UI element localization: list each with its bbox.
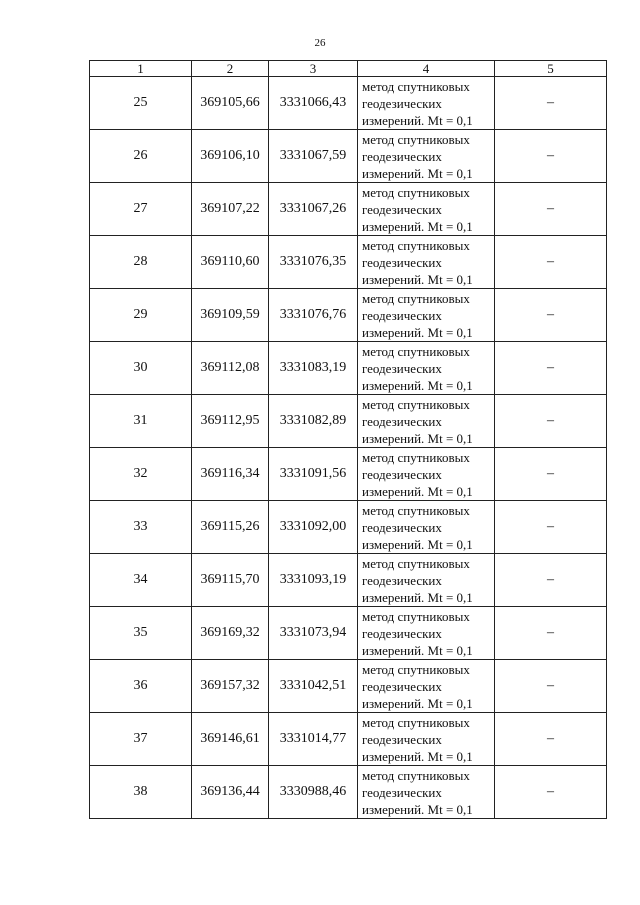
coordinates-table (89, 60, 607, 819)
note-cell: – (495, 660, 607, 713)
method-cell (358, 554, 495, 607)
header-col-5: 5 (495, 61, 607, 77)
note-cell: – (495, 766, 607, 819)
note-cell: – (495, 183, 607, 236)
note-cell: – (495, 289, 607, 342)
point-number-cell: 36 (90, 660, 192, 713)
method-line: метод спутниковых (362, 290, 470, 306)
method-cell (358, 130, 495, 183)
page-number: 26 (314, 37, 326, 49)
method-line: измерений. Mt = 0,1 (362, 536, 473, 552)
point-number-cell: 33 (90, 501, 192, 554)
header-col-1: 1 (90, 61, 192, 77)
method-line: геодезических (362, 731, 442, 747)
method-cell (358, 713, 495, 766)
method-line: геодезических (362, 413, 442, 429)
method-line: метод спутниковых (362, 78, 470, 94)
y-coordinate-cell: 3330988,46 (269, 766, 358, 819)
method-line: геодезических (362, 625, 442, 641)
method-line: метод спутниковых (362, 714, 470, 730)
method-line: геодезических (362, 678, 442, 694)
method-line: геодезических (362, 95, 442, 111)
point-number-cell: 37 (90, 713, 192, 766)
table-row (90, 289, 607, 342)
method-line: измерений. Mt = 0,1 (362, 748, 473, 764)
table-row (90, 766, 607, 819)
y-coordinate-cell: 3331092,00 (269, 501, 358, 554)
y-coordinate-cell: 3331014,77 (269, 713, 358, 766)
method-line: измерений. Mt = 0,1 (362, 271, 473, 287)
point-number-cell: 30 (90, 342, 192, 395)
method-cell (358, 395, 495, 448)
point-number-cell: 26 (90, 130, 192, 183)
method-line: измерений. Mt = 0,1 (362, 377, 473, 393)
note-cell: – (495, 395, 607, 448)
method-cell (358, 607, 495, 660)
method-line: геодезических (362, 307, 442, 323)
y-coordinate-cell: 3331067,26 (269, 183, 358, 236)
method-line: метод спутниковых (362, 661, 470, 677)
x-coordinate-cell: 369112,95 (192, 395, 269, 448)
note-cell: – (495, 448, 607, 501)
x-coordinate-cell: 369116,34 (192, 448, 269, 501)
method-line: метод спутниковых (362, 343, 470, 359)
method-line: измерений. Mt = 0,1 (362, 430, 473, 446)
method-line: метод спутниковых (362, 131, 470, 147)
method-line: геодезических (362, 519, 442, 535)
method-line: измерений. Mt = 0,1 (362, 695, 473, 711)
table-row (90, 77, 607, 130)
table-body (90, 77, 607, 819)
method-line: метод спутниковых (362, 767, 470, 783)
table-row (90, 501, 607, 554)
x-coordinate-cell: 369157,32 (192, 660, 269, 713)
x-coordinate-cell: 369107,22 (192, 183, 269, 236)
method-line: измерений. Mt = 0,1 (362, 642, 473, 658)
header-col-2: 2 (192, 61, 269, 77)
note-cell: – (495, 713, 607, 766)
method-cell (358, 183, 495, 236)
y-coordinate-cell: 3331093,19 (269, 554, 358, 607)
method-line: измерений. Mt = 0,1 (362, 324, 473, 340)
method-cell (358, 448, 495, 501)
note-cell: – (495, 501, 607, 554)
point-number-cell: 32 (90, 448, 192, 501)
x-coordinate-cell: 369105,66 (192, 77, 269, 130)
method-line: измерений. Mt = 0,1 (362, 589, 473, 605)
method-cell (358, 77, 495, 130)
y-coordinate-cell: 3331083,19 (269, 342, 358, 395)
x-coordinate-cell: 369106,10 (192, 130, 269, 183)
table-row (90, 342, 607, 395)
note-cell: – (495, 607, 607, 660)
method-line: метод спутниковых (362, 396, 470, 412)
method-line: геодезических (362, 466, 442, 482)
y-coordinate-cell: 3331082,89 (269, 395, 358, 448)
x-coordinate-cell: 369109,59 (192, 289, 269, 342)
method-line: измерений. Mt = 0,1 (362, 112, 473, 128)
y-coordinate-cell: 3331067,59 (269, 130, 358, 183)
point-number-cell: 38 (90, 766, 192, 819)
table-row (90, 713, 607, 766)
y-coordinate-cell: 3331066,43 (269, 77, 358, 130)
point-number-cell: 27 (90, 183, 192, 236)
table-row (90, 130, 607, 183)
x-coordinate-cell: 369146,61 (192, 713, 269, 766)
method-line: метод спутниковых (362, 608, 470, 624)
header-row (90, 61, 607, 77)
y-coordinate-cell: 3331042,51 (269, 660, 358, 713)
point-number-cell: 29 (90, 289, 192, 342)
method-line: метод спутниковых (362, 237, 470, 253)
x-coordinate-cell: 369110,60 (192, 236, 269, 289)
header-col-3: 3 (269, 61, 358, 77)
method-cell (358, 236, 495, 289)
table-row (90, 395, 607, 448)
point-number-cell: 35 (90, 607, 192, 660)
point-number-cell: 31 (90, 395, 192, 448)
table-row (90, 607, 607, 660)
point-number-cell: 25 (90, 77, 192, 130)
method-line: метод спутниковых (362, 184, 470, 200)
y-coordinate-cell: 3331073,94 (269, 607, 358, 660)
method-line: геодезических (362, 784, 442, 800)
method-line: измерений. Mt = 0,1 (362, 218, 473, 234)
note-cell: – (495, 77, 607, 130)
x-coordinate-cell: 369169,32 (192, 607, 269, 660)
note-cell: – (495, 236, 607, 289)
note-cell: – (495, 342, 607, 395)
table-row (90, 448, 607, 501)
point-number-cell: 34 (90, 554, 192, 607)
note-cell: – (495, 130, 607, 183)
x-coordinate-cell: 369112,08 (192, 342, 269, 395)
point-number-cell: 28 (90, 236, 192, 289)
table-row (90, 183, 607, 236)
y-coordinate-cell: 3331091,56 (269, 448, 358, 501)
method-line: измерений. Mt = 0,1 (362, 483, 473, 499)
method-cell (358, 289, 495, 342)
method-line: геодезических (362, 148, 442, 164)
method-line: измерений. Mt = 0,1 (362, 801, 473, 817)
method-line: метод спутниковых (362, 502, 470, 518)
header-col-4: 4 (358, 61, 495, 77)
x-coordinate-cell: 369115,26 (192, 501, 269, 554)
method-line: геодезических (362, 572, 442, 588)
x-coordinate-cell: 369115,70 (192, 554, 269, 607)
method-line: геодезических (362, 201, 442, 217)
table-row (90, 554, 607, 607)
table-header (90, 61, 607, 77)
note-cell: – (495, 554, 607, 607)
table-row (90, 236, 607, 289)
method-cell (358, 342, 495, 395)
method-line: геодезических (362, 254, 442, 270)
y-coordinate-cell: 3331076,76 (269, 289, 358, 342)
x-coordinate-cell: 369136,44 (192, 766, 269, 819)
method-cell (358, 660, 495, 713)
y-coordinate-cell: 3331076,35 (269, 236, 358, 289)
method-line: метод спутниковых (362, 555, 470, 571)
table-row (90, 660, 607, 713)
method-line: метод спутниковых (362, 449, 470, 465)
method-line: измерений. Mt = 0,1 (362, 165, 473, 181)
method-line: геодезических (362, 360, 442, 376)
method-cell (358, 766, 495, 819)
method-cell (358, 501, 495, 554)
